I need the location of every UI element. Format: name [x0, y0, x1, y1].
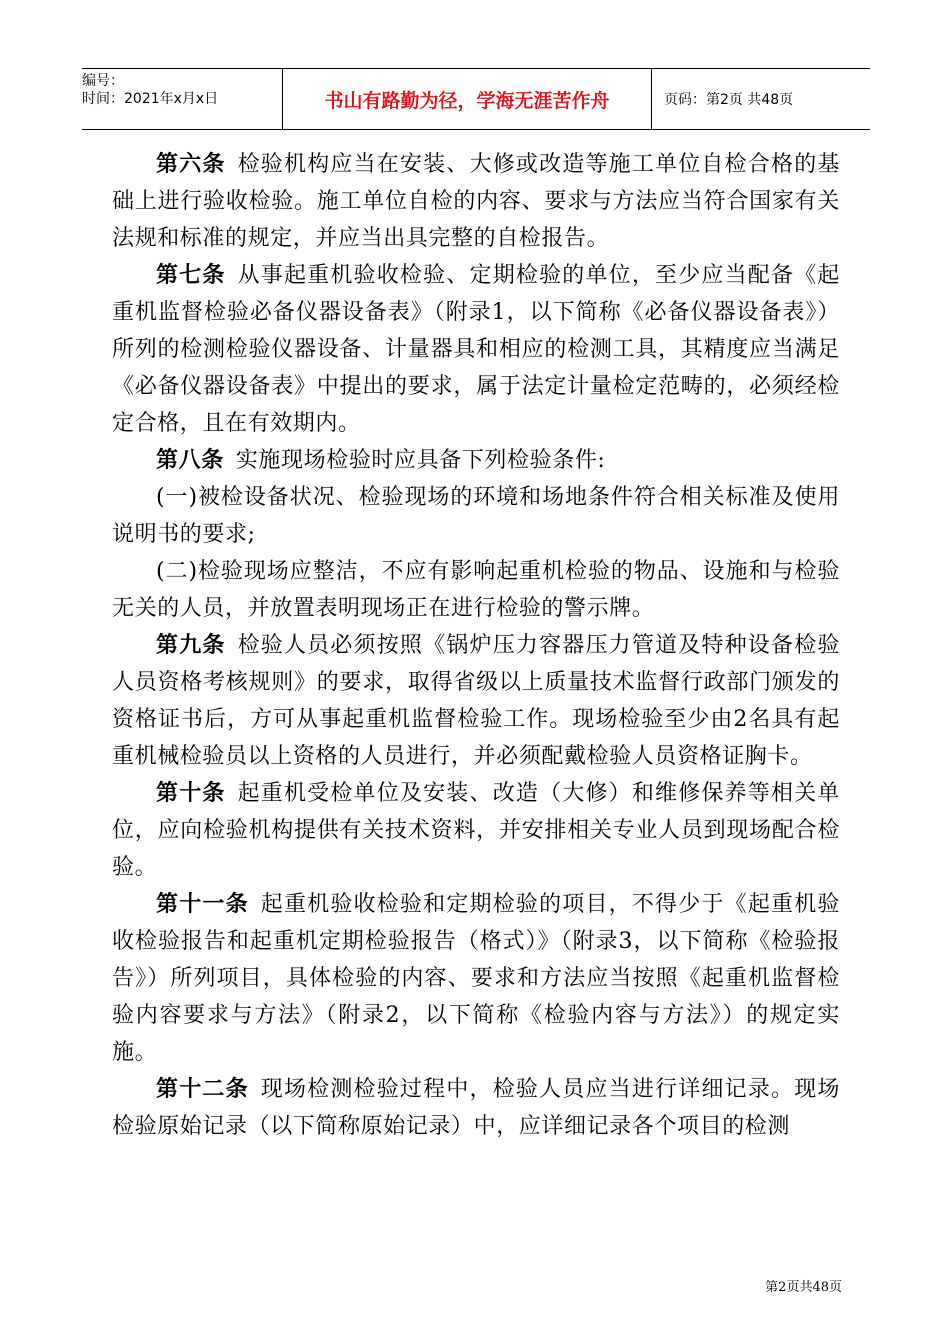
- paragraph-text: 起重机验收检验和定期检验的项目，不得少于《起重机验收检验报告和起重机定期检验报告（格式）》（附录3，以下简称《检验报告》）所列项目，具体检验的内容、要求和方法应当按照《起重机监督检验内容要求与方法》（附录2，以下简称《检验内容与方法》）的规定实施。: [112, 892, 840, 1065]
- article-number: 第七条: [156, 262, 226, 288]
- article-number: 第十二条: [156, 1076, 249, 1102]
- header-motto: 书山有路勤为径，学海无涯苦作舟: [282, 69, 652, 129]
- paragraph: [112, 442, 840, 479]
- paragraph: [112, 553, 840, 627]
- article-number: 第六条: [156, 151, 226, 177]
- doc-date-label: 时间：2021年x月x日: [82, 91, 219, 107]
- paragraph-text: (一)被检设备状况、检验现场的环境和场地条件符合相关标准及使用说明书的要求;: [112, 485, 840, 547]
- paragraph-text: 从事起重机验收检验、定期检验的单位，至少应当配备《起重机监督检验必备仪器设备表》（附录1，以下简称《必备仪器设备表》）所列的检测检验仪器设备、计量器具和相应的检测工具，其精度应当满足《必备仪器设备表》中提出的要求，属于法定计量检定范畴的，必须经检定合格，且在有效期内。: [112, 263, 840, 436]
- paragraph-text: 现场检测检验过程中，检验人员应当进行详细记录。现场检验原始记录（以下简称原始记录）中，应详细记录各个项目的检测: [112, 1077, 840, 1139]
- paragraph: [112, 775, 840, 886]
- article-number: 第八条: [156, 447, 224, 473]
- article-number: 第十一条: [156, 891, 249, 917]
- article-number: 第九条: [156, 632, 226, 658]
- paragraph-text: 起重机受检单位及安装、改造（大修）和维修保养等相关单位，应向检验机构提供有关技术资料，并安排相关专业人员到现场配合检验。: [112, 781, 840, 880]
- document-body: [112, 146, 840, 1145]
- header-meta: [82, 69, 282, 129]
- paragraph: [112, 257, 840, 442]
- page-footer: 第2页共48页: [765, 1280, 842, 1295]
- paragraph: [112, 627, 840, 775]
- article-number: 第十条: [156, 780, 226, 806]
- doc-code-label: 编号：: [82, 73, 124, 89]
- paragraph: [112, 146, 840, 257]
- paragraph-text: 检验人员必须按照《锅炉压力容器压力管道及特种设备检验人员资格考核规则》的要求，取得省级以上质量技术监督行政部门颁发的资格证书后，方可从事起重机监督检验工作。现场检验至少由2名具有起重机械检验员以上资格的人员进行，并必须配戴检验人员资格证胸卡。: [112, 633, 840, 769]
- paragraph-text: (二)检验现场应整洁，不应有影响起重机检验的物品、设施和与检验无关的人员，并放置表明现场正在进行检验的警示牌。: [112, 559, 840, 621]
- paragraph: [112, 886, 840, 1071]
- header-page-number: 页码：第2页 共48页: [664, 92, 794, 108]
- paragraph: [112, 1071, 840, 1145]
- paragraph-text: 实施现场检验时应具备下列检验条件:: [235, 448, 606, 473]
- paragraph: [112, 479, 840, 553]
- page-header: [82, 68, 870, 130]
- paragraph-text: 检验机构应当在安装、大修或改造等施工单位自检合格的基础上进行验收检验。施工单位自检的内容、要求与方法应当符合国家有关法规和标准的规定，并应当出具完整的自检报告。: [112, 152, 840, 251]
